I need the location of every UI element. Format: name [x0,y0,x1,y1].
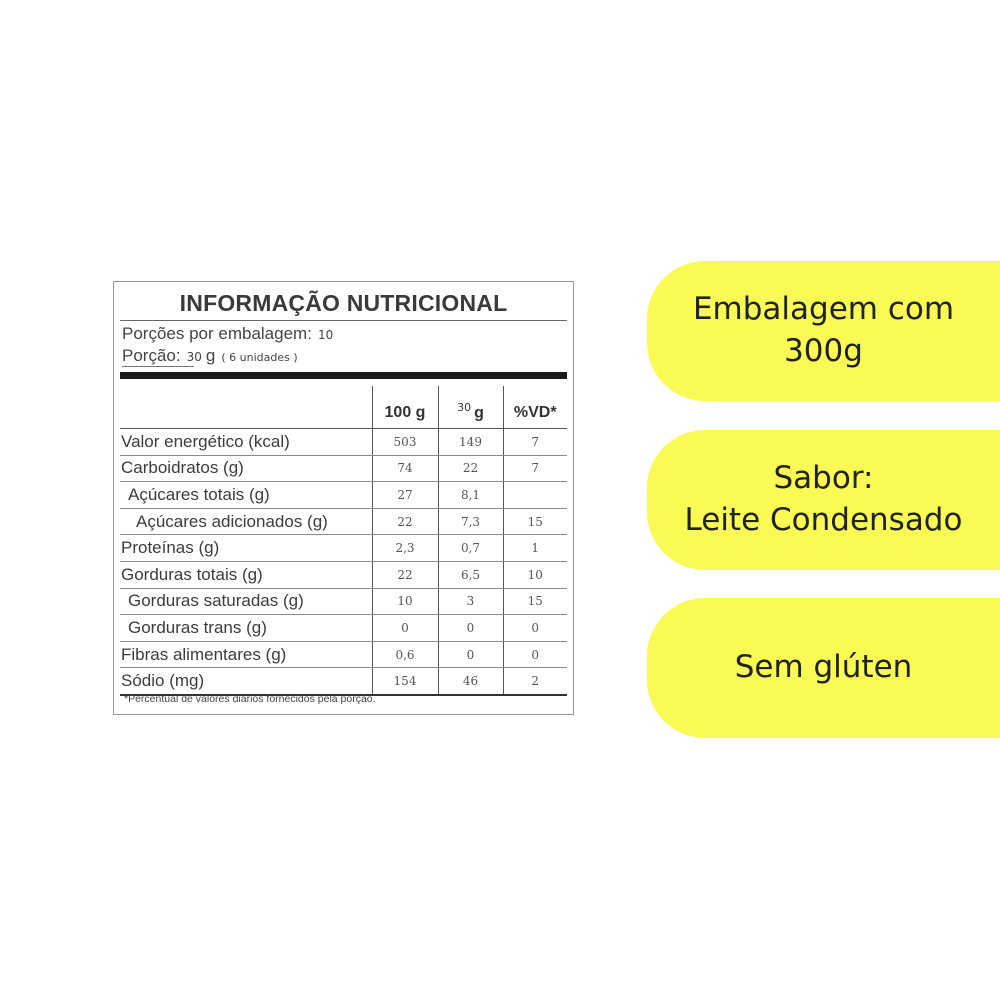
badge-gluten [647,598,1000,738]
value-30g: 8,1 [438,482,503,509]
value-100g: 10 [372,588,438,615]
servings-value: 10 [317,328,334,342]
table-row [120,508,567,535]
badge-flavor-line2: Leite Condensado [684,502,963,538]
value-100g: 22 [372,561,438,588]
value-vd: 0 [503,615,567,642]
nutrient-name: Proteínas (g) [120,535,372,562]
badge-flavor [647,430,1000,570]
value-100g: 22 [372,508,438,535]
value-30g: 7,3 [438,508,503,535]
value-vd: 7 [503,429,567,456]
nutrient-name: Açúcares adicionados (g) [120,508,372,535]
badge-package-line2: 300g [784,333,863,369]
header-vd: %VD* [503,386,567,429]
header-blank [120,386,372,429]
table-row [120,641,567,668]
value-30g: 46 [438,668,503,695]
portion-label: Porção: [122,346,181,365]
nutrient-name: Fibras alimentares (g) [120,641,372,668]
nutrition-title: INFORMAÇÃO NUTRICIONAL [179,290,508,316]
value-30g: 0 [438,615,503,642]
table-header-row [120,386,567,429]
header-30g [438,386,503,429]
value-30g: 149 [438,429,503,456]
table-row [120,535,567,562]
portion-unit: g [205,346,216,365]
thick-divider [120,372,567,379]
nutrition-table [120,386,567,696]
header-100g: 100 g [372,386,438,429]
badge-flavor-line1: Sabor: [773,460,874,497]
table-row [120,588,567,615]
badge-package [647,261,1000,401]
servings-underline [122,366,194,367]
badge-gluten-line1: Sem glúten [734,649,913,686]
servings-per-package [122,324,333,344]
portion-size [122,346,298,366]
value-vd: 1 [503,535,567,562]
badge-gluten-text [735,647,913,689]
value-30g: 6,5 [438,561,503,588]
value-100g: 503 [372,429,438,456]
table-body [120,429,567,695]
nutrient-name: Gorduras saturadas (g) [120,588,372,615]
value-vd [503,482,567,509]
value-100g: 74 [372,455,438,482]
value-vd: 0 [503,641,567,668]
value-100g: 0,6 [372,641,438,668]
table-row [120,455,567,482]
servings-label: Porções por embalagem: [122,324,312,343]
table-row [120,561,567,588]
value-vd: 15 [503,588,567,615]
header-30-value: 30 [457,400,472,414]
badge-flavor-text [685,458,963,542]
value-vd: 2 [503,668,567,695]
table-row [120,668,567,695]
value-vd: 10 [503,561,567,588]
nutrient-name: Açúcares totais (g) [120,482,372,509]
nutrient-name: Sódio (mg) [120,668,372,695]
header-30-unit: g [474,404,484,421]
value-100g: 27 [372,482,438,509]
badge-package-line1: Embalagem com [692,291,955,328]
value-vd: 7 [503,455,567,482]
nutrition-label [113,281,574,715]
portion-value: 30 [186,350,202,364]
title-divider [120,320,567,321]
nutrient-name: Gorduras trans (g) [120,615,372,642]
footnote: *Percentual de valores diários fornecidos pela porção. [124,693,376,705]
nutrient-name: Gorduras totais (g) [120,561,372,588]
value-100g: 0 [372,615,438,642]
value-30g: 22 [438,455,503,482]
table-row [120,482,567,509]
nutrient-name: Valor energético (kcal) [120,429,372,456]
table-row [120,615,567,642]
value-vd: 15 [503,508,567,535]
value-30g: 0 [438,641,503,668]
nutrient-name: Carboidratos (g) [120,455,372,482]
value-30g: 0,7 [438,535,503,562]
value-100g: 154 [372,668,438,695]
portion-note: ( 6 unidades ) [221,351,298,364]
table-row [120,429,567,456]
value-30g: 3 [438,588,503,615]
badge-package-text [693,289,954,373]
value-100g: 2,3 [372,535,438,562]
